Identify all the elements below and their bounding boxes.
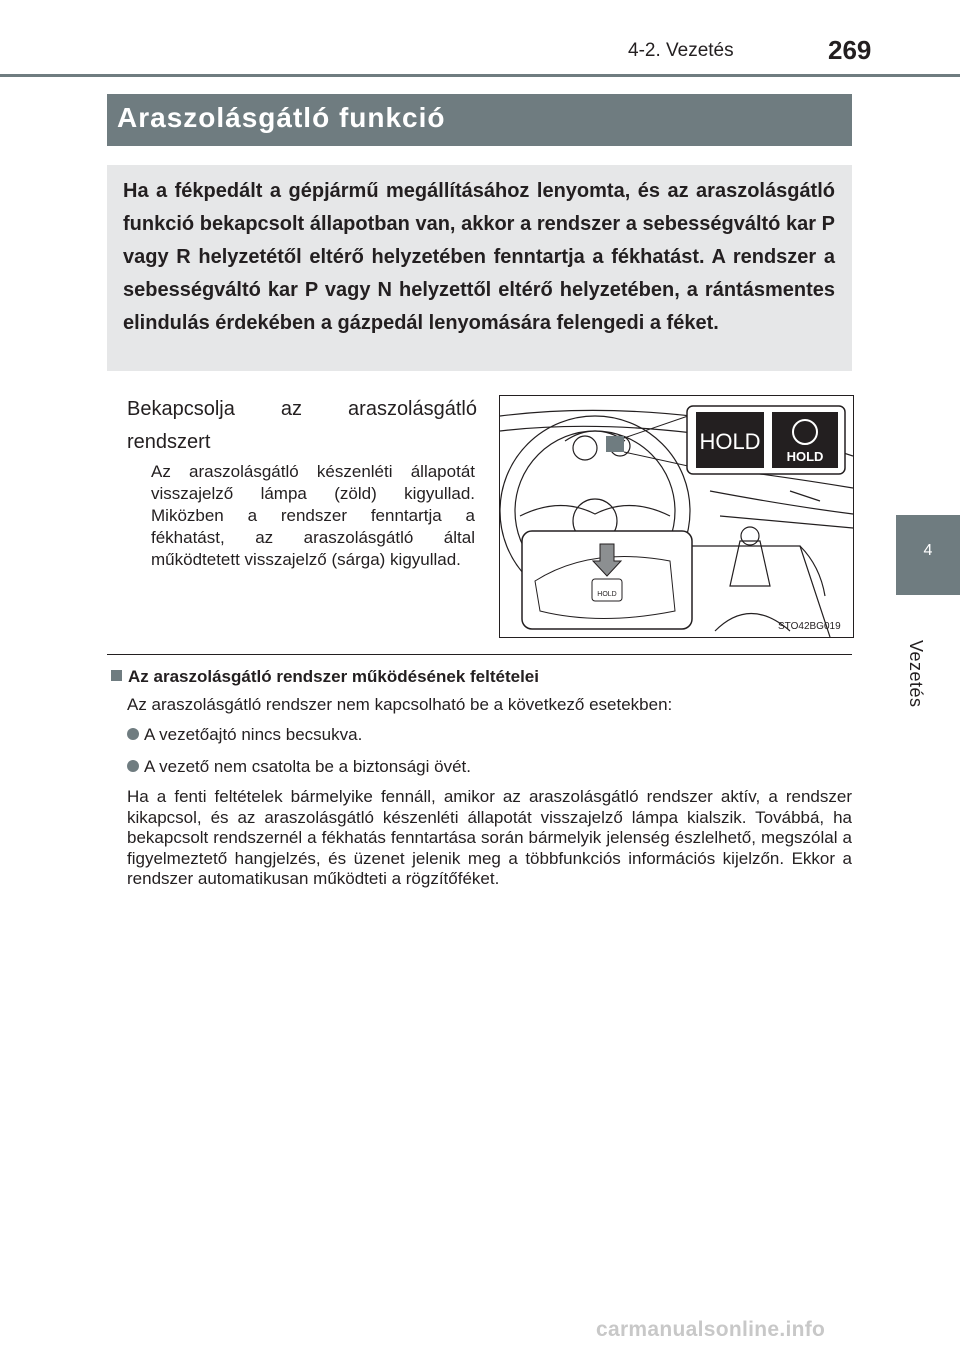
chapter-number: 4 [923,542,933,559]
hold-button-text: HOLD [597,591,617,598]
intro-box [107,165,852,371]
section-divider [107,654,852,655]
figure-code: STO42BG019 [778,621,841,632]
page-number: 269 [828,35,872,65]
bullet-text: A vezető nem csatolta be a biztonsági övét. [144,757,471,776]
dashboard-illustration [500,396,853,637]
round-bullet-icon [127,760,139,772]
bullet-text: A vezetőajtó nincs becsukva. [144,725,363,744]
section-heading-bar [107,94,852,146]
chapter-label: Vezetés [906,640,926,708]
square-bullet-icon [111,670,122,681]
header-divider [0,74,960,77]
round-bullet-icon [127,728,139,740]
hold-indicator-text: HOLD [699,429,761,454]
conditions-heading [111,667,539,687]
conditions-paragraph: Ha a fenti feltételek bármelyike fennáll, amikor az araszolásgátló rendszer aktív, a rendszer kikapcsol, és az araszolásgátló készenléti állapotát visszajelző lámpa kialszik. Továbbá, ha bekapcsolt rendszernél a fékhatás fenntartása során bármelyik jelenség észlelhető, megszólal a figyelmeztető hangjelzés, és üzenet jelenik meg a többfunkciós információs kijelzőn. Ekkor a rendszer automatikusan működteti a rögzítőféket. [127,787,852,888]
conditions-lead: Az araszolásgátló rendszer nem kapcsolható be a következő esetekben: [127,695,673,714]
intro-text: Ha a fékpedált a gépjármű megállításához lenyomta, és az araszolásgátló funkció bekapcsolt állapotban van, akkor a rendszer a sebességváltó kar P vagy R helyzetétől eltérő helyzetében fenntartja a fékhatást. A rendszer a sebességváltó kar P vagy N helyzettől eltérő helyzetében, a rántásmentes elindulás érdekében a gázpedál lenyomására felengedi a féket. [123,180,835,334]
illustration-figure [499,395,854,638]
conditions-heading-text: Az araszolásgátló rendszer működésének feltételei [128,667,539,686]
watermark: carmanualsonline.info [596,1318,826,1341]
bullet-item [127,725,362,745]
hold-icon-text: HOLD [786,449,824,464]
step-title: Bekapcsolja az araszolásgátló rendszert [127,398,477,453]
step-description: Az araszolásgátló készenléti állapotát visszajelző lámpa (zöld) kigyullad. Miközben a rendszer fenntartja a fékhatást, az araszolásgátló által működtetett visszajelző (sárga) kigyullad. [151,462,475,569]
section-title: 4-2. Vezetés [628,40,734,61]
bullet-item [127,757,471,777]
section-heading: Araszolásgátló funkció [117,102,446,133]
chapter-tab [896,515,960,595]
